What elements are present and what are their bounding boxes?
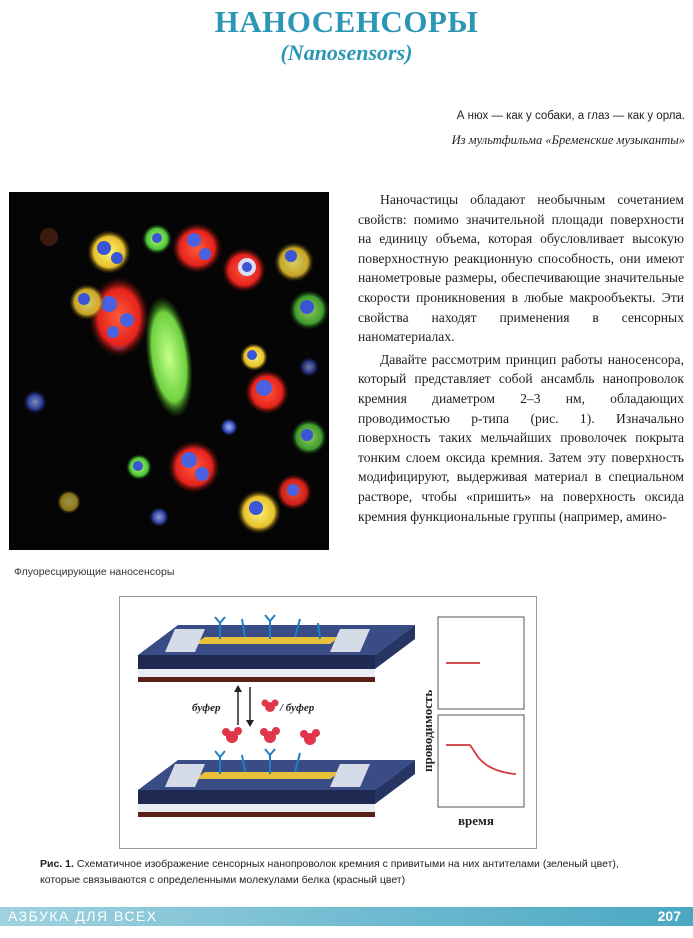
article-body bbox=[358, 190, 684, 526]
nanowire-sensor-diagram bbox=[120, 597, 536, 848]
conductance-graph-before bbox=[438, 617, 524, 709]
epigraph-quote: А нюх — как у собаки, а глаз — как у орла. bbox=[456, 110, 685, 122]
nanowire bbox=[195, 637, 340, 644]
fluorescence-photo bbox=[9, 192, 329, 550]
figure-1 bbox=[119, 596, 537, 849]
sensor-device-after bbox=[138, 727, 415, 817]
photo-caption: Флуоресцирующие наносенсоры bbox=[14, 566, 175, 578]
epigraph-source: Из мультфильма «Бременские музыканты» bbox=[451, 133, 685, 147]
figure-caption-lead: Рис. 1. bbox=[40, 858, 74, 870]
conductance-graph-after bbox=[438, 715, 524, 807]
figure-caption bbox=[40, 856, 660, 888]
protein-icon bbox=[262, 700, 279, 713]
device-side bbox=[138, 655, 375, 669]
fluorescent-cells-image bbox=[9, 192, 329, 550]
paragraph-2: Давайте рассмотрим принцип работы наносенсора, который представляет собой ансамбль нанопроволок кремния диаметром 2–3 нм, обладающих проводимостью p-типа (рис. 1). Изначально поверхность таких мельчайших проволочек покрыта тонким слоем оксида кремния. Затем эту поверхность модифицируют, выдерживая материал в специальном растворе, чтобы «пришить» на поверхность оксида кремния функциональные группы (например, амино- bbox=[358, 351, 684, 524]
page-number: 207 bbox=[657, 908, 681, 924]
figure-caption-text: Схематичное изображение сенсорных нанопроволок кремния с привитыми на них антителами (зеленый цвет), которые связываются с определенными молекулами белка (красный цвет) bbox=[40, 858, 619, 886]
paragraph-1: Наночастицы обладают необычным сочетанием свойств: помимо значительной площади поверхности на единицу объема, которая обусловливает высокую поверхностную реакционную способность, они имеют нанометровые размеры, обеспечивающие значительные скорости проникновения в любые макрообъекты. Эти свойства находят применения в сенсорных наноматериалах. bbox=[358, 192, 684, 345]
footer-section-label: АЗБУКА ДЛЯ ВСЕХ bbox=[8, 908, 158, 924]
x-axis-label: время bbox=[458, 813, 494, 828]
page-subtitle: (Nanosensors) bbox=[280, 40, 413, 65]
bound-proteins bbox=[222, 727, 320, 745]
transition-arrows bbox=[234, 685, 254, 727]
y-axis-label: проводимость bbox=[420, 689, 435, 772]
buffer-label-right: / буфер bbox=[280, 702, 315, 714]
base-layer bbox=[138, 677, 375, 682]
buffer-label-left: буфер bbox=[192, 702, 221, 714]
page-title: НАНОСЕНСОРЫ bbox=[214, 4, 479, 39]
sensor-device-before bbox=[138, 615, 415, 682]
insulator-layer bbox=[138, 669, 375, 677]
